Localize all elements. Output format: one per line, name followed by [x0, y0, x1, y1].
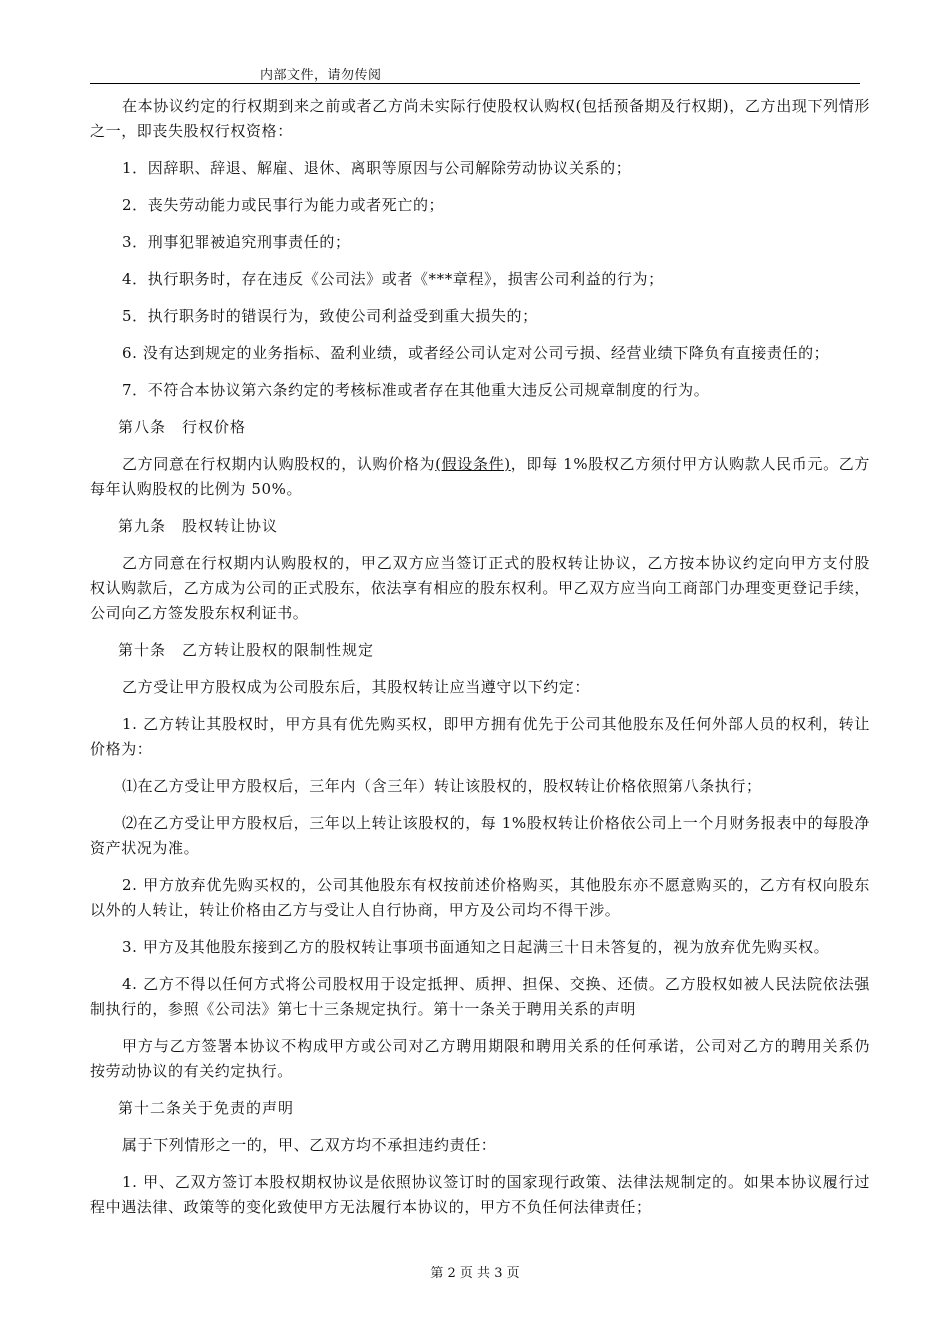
- list-item: 1. 乙方转让其股权时，甲方具有优先购买权，即甲方拥有优先于公司其他股东及任何外部人员的权利，转让价格为：: [90, 715, 870, 758]
- list-item: 6. 没有达到规定的业务指标、盈利业绩，或者经公司认定对公司亏损、经营业绩下降负有直接责任的；: [122, 344, 830, 362]
- paragraph: 乙方同意在行权期内认购股权的，甲乙双方应当签订正式的股权转让协议，乙方按本协议约定向甲方支付股权认购款后，乙方成为公司的正式股东，依法享有相应的股东权利。甲乙双方应当向工商部门办理变更登记手续，公司向乙方签发股东权利证书。: [90, 554, 871, 622]
- list-item: 5．执行职务时的错误行为，致使公司利益受到重大损失的；: [122, 307, 538, 325]
- list-item: 2. 甲方放弃优先购买权的，公司其他股东有权按前述价格购买，其他股东亦不愿意购买的，乙方有权向股东以外的人转让，转让价格由乙方与受让人自行协商，甲方及公司均不得干涉。: [90, 876, 870, 919]
- price-condition: (假设条件): [435, 455, 511, 473]
- list-item: 4. 乙方不得以任何方式将公司股权用于设定抵押、质押、担保、交换、还债。乙方股权如被人民法院依法强制执行的，参照《公司法》第七十三条规定执行。第十一条关于聘用关系的声明: [90, 975, 870, 1018]
- list-item: 1. 甲、乙双方签订本股权期权协议是依照协议签订时的国家现行政策、法律法规制定的。如果本协议履行过程中遇法律、政策等的变化致使甲方无法履行本协议的，甲方不负任何法律责任；: [90, 1173, 870, 1216]
- header-notice: 内部文件，请勿传阅: [260, 68, 382, 83]
- list-item: 7．不符合本协议第六条约定的考核标准或者存在其他重大违反公司规章制度的行为。: [122, 381, 710, 399]
- price-text-before: 乙方同意在行权期内认购股权的，认购价格为: [122, 455, 436, 473]
- paragraph: 属于下列情形之一的，甲、乙双方均不承担违约责任：: [122, 1136, 497, 1154]
- sub-list-item: ⑴在乙方受让甲方股权后，三年内（含三年）转让该股权的，股权转让价格依照第八条执行；: [122, 777, 762, 795]
- paragraph: 在本协议约定的行权期到来之前或者乙方尚未实际行使股权认购权(包括预备期及行权期)，乙方出现下列情形之一，即丧失股权行权资格：: [90, 97, 870, 140]
- section-heading: 第九条 股权转让协议: [118, 517, 279, 535]
- document-body: [90, 94, 870, 1232]
- page-number: 第 2 页 共 3 页: [430, 1266, 520, 1281]
- list-item: 3. 甲方及其他股东接到乙方的股权转让事项书面通知之日起满三十日未答复的，视为放弃优先购买权。: [122, 938, 830, 956]
- price-paragraph: [90, 452, 870, 502]
- price-text-after: ，即每 1%股权乙方须付甲方认购款人民币元。乙方每年认购股权的比例为 50%。: [90, 455, 870, 498]
- list-item: 3．刑事犯罪被追究刑事责任的；: [122, 233, 351, 251]
- section-heading: 第十二条关于免责的声明: [118, 1099, 295, 1117]
- paragraph: 甲方与乙方签署本协议不构成甲方或公司对乙方聘用期限和聘用关系的任何承诺，公司对乙方的聘用关系仍按劳动协议的有关约定执行。: [90, 1037, 870, 1080]
- paragraph: 乙方受让甲方股权成为公司股东后，其股权转让应当遵守以下约定：: [122, 678, 591, 696]
- list-item: 2．丧失劳动能力或民事行为能力或者死亡的；: [122, 196, 445, 214]
- sub-list-item: ⑵在乙方受让甲方股权后，三年以上转让该股权的，每 1%股权转让价格依公司上一个月财务报表中的每股净资产状况为准。: [90, 814, 870, 857]
- list-item: 4．执行职务时，存在违反《公司法》或者《***章程》，损害公司利益的行为；: [122, 270, 664, 288]
- section-heading: 第十条 乙方转让股权的限制性规定: [118, 641, 375, 659]
- list-item: 1．因辞职、辞退、解雇、退休、离职等原因与公司解除劳动协议关系的；: [122, 159, 632, 177]
- section-heading: 第八条 行权价格: [118, 418, 247, 436]
- header-divider: [90, 83, 860, 84]
